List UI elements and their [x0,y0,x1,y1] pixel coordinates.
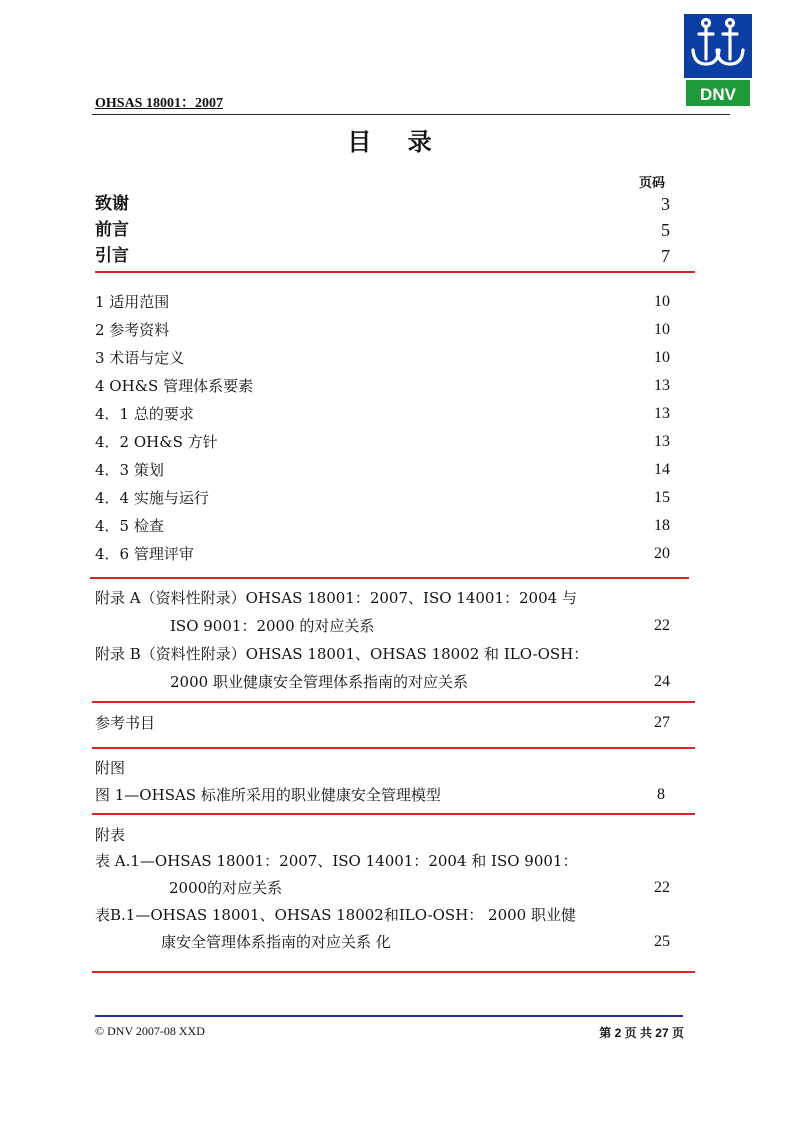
section-divider [95,271,695,273]
toc-entry-section[interactable] [95,402,670,426]
toc-entry-label: 4．2 OH&S 方针 [95,433,218,451]
toc-entry-label: 2 参考资料 [95,321,170,339]
toc-entry-table-b1[interactable] [95,903,670,927]
toc-entry-label: 4．1 总的要求 [95,405,194,423]
toc-entry-section[interactable] [95,514,670,538]
toc-entry-label: 附录 A（资料性附录）OHSAS 18001：2007、ISO 14001：2004 与 [95,589,577,607]
toc-entry-page: 18 [654,517,670,534]
toc-entry-section[interactable] [95,542,670,566]
toc-entry-label: 2000的对应关系 [169,879,283,897]
toc-entry-page: 13 [654,433,670,450]
toc-entry-page: 13 [654,377,670,394]
document-title: 目 录 [347,127,446,156]
toc-entry-figure[interactable] [95,783,670,807]
toc-entry-introduction[interactable] [95,244,670,268]
toc-entry-label: ISO 9001：2000 的对应关系 [170,617,375,635]
toc-entry-section[interactable] [95,318,670,342]
toc-entry-section[interactable] [95,374,670,398]
toc-entry-annex-b-cont[interactable] [95,670,670,694]
section-divider [90,577,689,579]
toc-entry-page: 5 [661,220,670,240]
toc-entry-section[interactable] [95,430,670,454]
toc-entry-page: 24 [654,673,670,690]
toc-entry-page: 10 [654,321,670,338]
toc-entry-label: 参考书目 [95,714,156,732]
toc-entry-table-a1[interactable] [95,849,670,873]
toc-entry-label: 4．3 策划 [95,461,164,479]
toc-entry-label: 2000 职业健康安全管理体系指南的对应关系 [170,673,468,691]
footer-page-number: 第 2 页 共 27 页 [599,1026,684,1040]
toc-entry-label: 4．5 检查 [95,517,164,535]
toc-entry-page: 10 [654,349,670,366]
section-divider [92,701,695,703]
toc-entry-page: 8 [657,786,665,803]
dnv-anchor-logo-icon [684,14,752,108]
tables-heading: 附表 [95,826,126,844]
toc-entry-page: 15 [654,489,670,506]
toc-entry-foreword[interactable] [95,218,670,242]
toc-entry-page: 25 [654,933,670,950]
toc-entry-annex-a[interactable] [95,586,670,610]
toc-entry-acknowledgements[interactable] [95,192,670,216]
page-column-label: 页码 [639,176,666,191]
toc-entry-annex-a-cont[interactable] [95,614,670,638]
section-divider [92,747,695,749]
footer-rule [95,1015,683,1017]
toc-entry-page: 22 [654,617,670,634]
toc-entry-page: 10 [654,293,670,310]
header-title: OHSAS 18001：2007 [95,96,223,111]
section-divider [92,971,695,973]
toc-entry-page: 27 [654,714,670,731]
toc-entry-label: 引言 [95,246,129,266]
toc-entry-page: 7 [661,246,670,266]
toc-entry-page: 3 [661,194,670,214]
header-rule [92,114,730,115]
toc-entry-table-b1-cont[interactable] [95,930,670,954]
section-divider [92,813,695,815]
toc-entry-label: 康安全管理体系指南的对应关系 化 [161,933,391,951]
toc-entry-bibliography[interactable] [95,711,670,735]
toc-entry-label: 3 术语与定义 [95,349,185,367]
toc-entry-table-a1-cont[interactable] [95,876,670,900]
toc-entry-label: 表 A.1—OHSAS 18001：2007、ISO 14001：2004 和 ISO 9001： [95,852,578,870]
toc-entry-section[interactable] [95,486,670,510]
toc-entry-label: 附录 B（资料性附录）OHSAS 18001、OHSAS 18002 和 ILO-OSH： [95,645,589,663]
toc-entry-label: 4．4 实施与运行 [95,489,209,507]
toc-entry-annex-b[interactable] [95,642,670,666]
toc-entry-page: 20 [654,545,670,562]
toc-entry-label: 前言 [95,220,129,240]
toc-entry-label: 1 适用范围 [95,293,170,311]
toc-entry-label: 致谢 [95,194,129,214]
toc-entry-label: 表B.1—OHSAS 18001、OHSAS 18002和ILO-OSH： 2000 职业健 [95,906,576,924]
toc-entry-label: 4．6 管理评审 [95,545,194,563]
dnv-logo [684,14,752,108]
toc-entry-section[interactable] [95,458,670,482]
toc-entry-label: 图 1—OHSAS 标准所采用的职业健康安全管理模型 [95,786,441,804]
footer-copyright: © DNV 2007-08 XXD [95,1024,205,1038]
toc-entry-label: 4 OH&S 管理体系要素 [95,377,254,395]
logo-text: DNV [700,85,736,104]
toc-entry-page: 14 [654,461,670,478]
toc-entry-page: 13 [654,405,670,422]
toc-entry-section[interactable] [95,346,670,370]
toc-entry-page: 22 [654,879,670,896]
figures-heading: 附图 [95,759,126,777]
toc-entry-section[interactable] [95,290,670,314]
